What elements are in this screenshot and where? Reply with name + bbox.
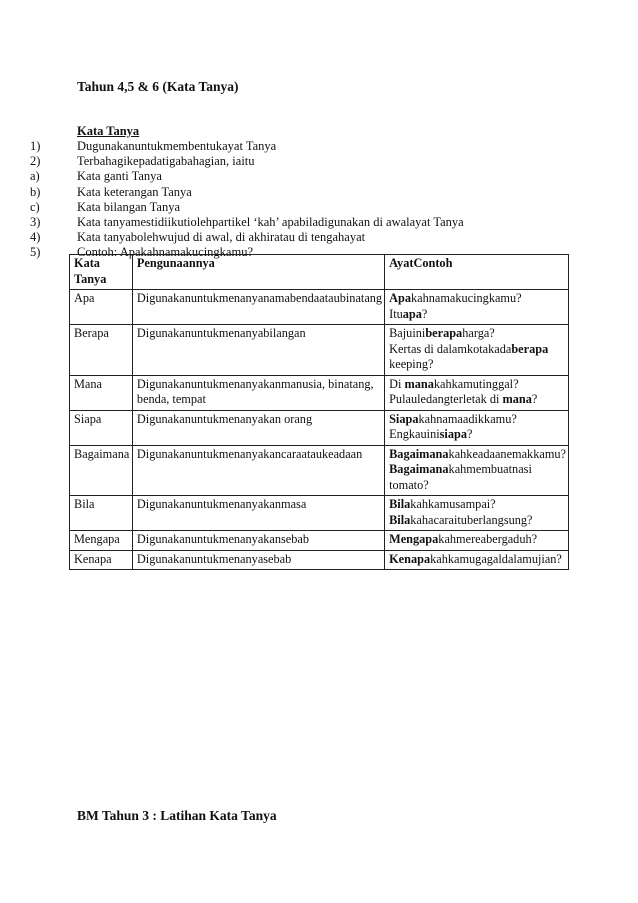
exercise-title: BM Tahun 3 : Latihan Kata Tanya [77,808,277,823]
table-row [70,290,569,325]
table-row [70,445,569,496]
list-item [29,185,589,200]
list-marker: 4) [30,230,41,245]
example-sentence [389,291,566,307]
table-row [70,531,569,551]
cell-kata-tanya: Mengapa [70,531,133,551]
example-text: ? [421,306,428,321]
kata-tanya-highlight: Bagaimana [389,462,449,476]
cell-ayat-contoh [385,290,569,325]
cell-pengunaannya: Digunakanuntukmenanyakansebab [132,531,384,551]
kata-tanya-highlight: apa [402,306,422,321]
cell-kata-tanya: Berapa [70,325,133,376]
cell-ayat-contoh [385,531,569,551]
kata-tanya-highlight: Bila [389,497,411,511]
example-sentence [389,377,566,393]
example-sentence [389,532,566,548]
cell-kata-tanya: Bagaimana [70,445,133,496]
cell-kata-tanya: Mana [70,375,133,410]
table-row [70,375,569,410]
example-text: Bajuini [389,326,426,340]
header-ayat-contoh: AyatContoh [385,255,569,290]
list-item [29,154,589,169]
example-text: kahacaraituberlangsung? [410,512,533,527]
cell-pengunaannya: Digunakanuntukmenanyakan orang [132,410,384,445]
example-text: kahkamugagaldalamujian? [430,551,562,566]
cell-pengunaannya: Digunakanuntukmenanyabilangan [132,325,384,376]
cell-pengunaannya: Digunakanuntukmenanyasebab [132,550,384,570]
example-sentence [389,392,566,408]
list-marker: 1) [30,139,41,153]
example-sentence [389,427,566,443]
example-text: Di [389,376,405,391]
cell-ayat-contoh [385,550,569,570]
list-item [29,139,589,154]
example-sentence [389,552,566,568]
example-text: Engkauini [389,427,440,441]
example-text: kahnamakucingkamu? [410,291,522,305]
table-row [70,550,569,570]
kata-tanya-highlight: siapa [439,427,467,441]
cell-pengunaannya: Digunakanuntukmenanyakanmanusia, binatang, benda, tempat [132,375,384,410]
example-text: Kertas di dalamkotakada [389,341,512,356]
kata-tanya-highlight: Kenapa [389,551,431,566]
table-row [70,410,569,445]
example-sentence [389,447,566,463]
kata-tanya-highlight: Mengapa [389,532,439,546]
list-marker: 2) [30,154,41,169]
cell-ayat-contoh [385,325,569,376]
cell-kata-tanya: Bila [70,496,133,531]
cell-ayat-contoh [385,410,569,445]
example-text: ? [531,392,538,406]
example-sentence [389,412,566,428]
example-sentence [389,326,566,342]
list-item-text: Kata ganti Tanya [77,169,162,184]
list-item [29,230,589,245]
kata-tanya-highlight: Apa [389,291,411,305]
cell-kata-tanya: Kenapa [70,550,133,570]
list-item-text: Contoh: Apakahnamakucingkamu? [77,245,254,260]
list-marker: b) [30,184,41,199]
notes-list [29,139,589,261]
kata-tanya-highlight: Siapa [389,411,419,426]
list-marker: 5) [30,245,41,260]
cell-ayat-contoh [385,445,569,496]
table-row [70,325,569,376]
example-sentence [389,307,566,323]
example-text: kahmembuatnasi tomato? [389,462,532,492]
cell-kata-tanya: Siapa [70,410,133,445]
list-marker: a) [30,169,40,184]
example-text: ? [466,427,473,441]
example-text: kahkamusampai? [410,497,496,511]
example-sentence [389,497,566,513]
header-kata-tanya: Kata Tanya [70,255,133,290]
list-item [29,169,589,184]
example-text: Itu [389,306,403,321]
cell-pengunaannya: Digunakanuntukmenanyanamabendaataubinatang [132,290,384,325]
example-text: Pulauledangterletak di [389,392,503,406]
example-text: kahnamaadikkamu? [418,411,517,426]
kata-tanya-highlight: Bagaimana [389,446,449,461]
example-sentence [389,513,566,529]
list-item [29,215,589,230]
list-item [29,200,589,215]
header-pengunaannya: Pengunaannya [132,255,384,290]
cell-kata-tanya: Apa [70,290,133,325]
kata-tanya-table [69,254,569,570]
example-text: kahkeadaanemakkamu? [448,446,566,461]
example-sentence [389,342,566,373]
list-item-text: Kata tanyabolehwujud di awal, di akhiratau di tengahayat [77,230,366,245]
kata-tanya-highlight: Bila [389,512,411,527]
kata-tanya-highlight: mana [404,376,434,391]
section-title: Kata Tanya [77,124,140,138]
example-text: keeping? [389,357,434,371]
list-marker: 3) [30,215,41,230]
cell-ayat-contoh [385,496,569,531]
list-item-text: Dugunakanuntukmembentukayat Tanya [77,139,277,153]
cell-pengunaannya: Digunakanuntukmenanyakancaraataukeadaan [132,445,384,496]
cell-ayat-contoh [385,375,569,410]
list-item-text: Terbahagikepadatigabahagian, iaitu [77,154,255,169]
kata-tanya-highlight: mana [502,392,532,406]
example-text: kahkamutinggal? [433,376,519,391]
table-header-row [70,255,569,290]
kata-tanya-highlight: berapa [425,326,463,340]
example-text: kahmereabergaduh? [438,532,538,546]
table-row [70,496,569,531]
cell-pengunaannya: Digunakanuntukmenanyakanmasa [132,496,384,531]
list-marker: c) [30,199,40,214]
list-item-text: Kata tanyamestidiikutiolehpartikel ‘kah’ apabiladigunakan di awalayat Tanya [77,215,464,230]
example-text: harga? [462,326,495,340]
list-item-text: Kata bilangan Tanya [77,199,181,214]
page-title: Tahun 4,5 & 6 (Kata Tanya) [77,79,239,94]
kata-tanya-highlight: berapa [511,341,549,356]
list-item-text: Kata keterangan Tanya [77,184,192,199]
example-sentence [389,462,566,493]
